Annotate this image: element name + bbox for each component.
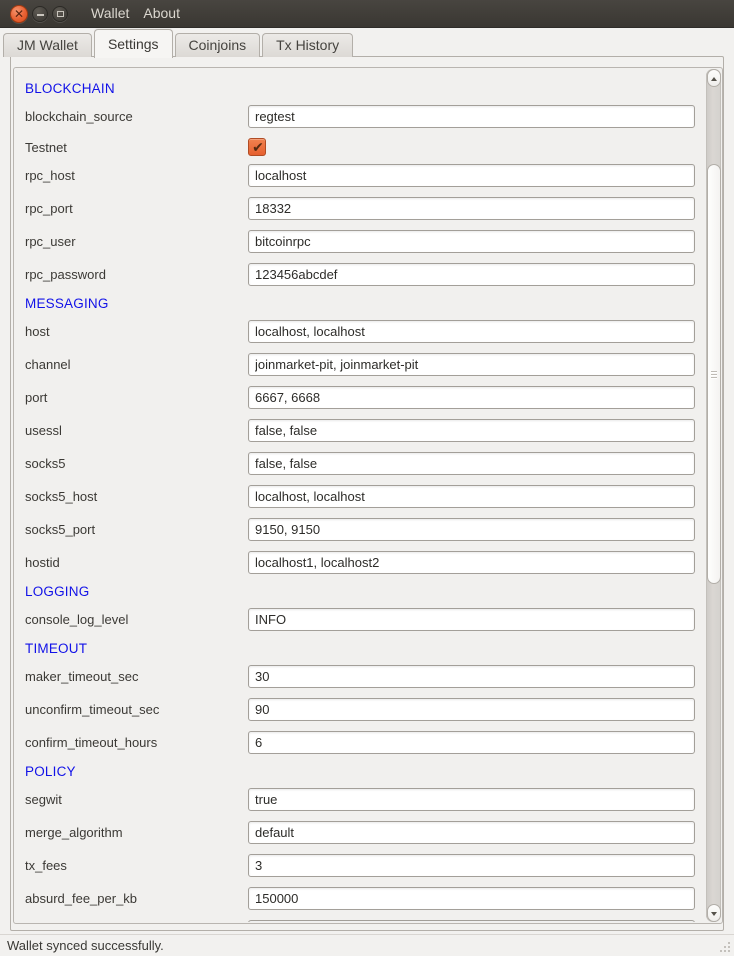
tab-settings[interactable]: Settings bbox=[94, 29, 173, 58]
titlebar bbox=[0, 0, 734, 28]
checkmark-icon: ✔ bbox=[252, 139, 264, 155]
field-input-confirm_timeout_hours[interactable] bbox=[248, 731, 695, 754]
section-heading: BLOCKCHAIN bbox=[25, 81, 115, 96]
settings-row bbox=[25, 518, 695, 541]
field-input-socks5_port[interactable] bbox=[248, 518, 695, 541]
field-input-console_log_level[interactable] bbox=[248, 608, 695, 631]
settings-row bbox=[25, 419, 695, 442]
maximize-button[interactable] bbox=[52, 6, 68, 22]
settings-form bbox=[15, 69, 705, 922]
section-heading: POLICY bbox=[25, 764, 76, 779]
tab-tx-history[interactable]: Tx History bbox=[262, 33, 353, 57]
field-label: socks5 bbox=[25, 456, 66, 471]
section-heading: LOGGING bbox=[25, 584, 90, 599]
field-label: Testnet bbox=[25, 139, 67, 155]
settings-row bbox=[25, 551, 695, 574]
field-label: channel bbox=[25, 357, 71, 372]
testnet-checkbox[interactable] bbox=[248, 138, 266, 156]
status-message: Wallet synced successfully. bbox=[7, 938, 164, 953]
settings-tab-pane bbox=[10, 56, 724, 931]
section-heading: MESSAGING bbox=[25, 296, 109, 311]
settings-row bbox=[25, 485, 695, 508]
settings-row bbox=[25, 197, 695, 220]
field-input-hostid[interactable] bbox=[248, 551, 695, 574]
settings-row bbox=[25, 263, 695, 286]
scroll-up-icon bbox=[711, 77, 717, 81]
field-label: confirm_timeout_hours bbox=[25, 735, 158, 750]
field-input-blockchain_source[interactable] bbox=[248, 105, 695, 128]
field-label: console_log_level bbox=[25, 612, 129, 627]
settings-row bbox=[25, 386, 695, 409]
minimize-icon bbox=[37, 14, 44, 16]
settings-row bbox=[25, 452, 695, 475]
field-label: rpc_user bbox=[25, 234, 76, 249]
field-label: absurd_fee_per_kb bbox=[25, 891, 138, 906]
field-input-rpc_password[interactable] bbox=[248, 263, 695, 286]
settings-row bbox=[25, 105, 695, 128]
settings-row bbox=[25, 230, 695, 253]
settings-row bbox=[25, 164, 695, 187]
field-label: socks5_port bbox=[25, 522, 96, 537]
field-input-host[interactable] bbox=[248, 320, 695, 343]
maximize-icon bbox=[57, 11, 64, 17]
field-input-port[interactable] bbox=[248, 386, 695, 409]
field-input-maker_timeout_sec[interactable] bbox=[248, 665, 695, 688]
settings-row bbox=[25, 887, 695, 910]
scrollbar-thumb[interactable] bbox=[707, 164, 721, 584]
field-input-unconfirm_timeout_sec[interactable] bbox=[248, 698, 695, 721]
field-input-rpc_host[interactable] bbox=[248, 164, 695, 187]
settings-row bbox=[25, 138, 695, 156]
field-label: merge_algorithm bbox=[25, 825, 123, 840]
field-label: maker_timeout_sec bbox=[25, 669, 139, 684]
tab-jm-wallet[interactable]: JM Wallet bbox=[3, 33, 92, 57]
menubar bbox=[84, 0, 187, 27]
field-input-socks5[interactable] bbox=[248, 452, 695, 475]
field-label: port bbox=[25, 390, 48, 405]
close-button[interactable] bbox=[10, 5, 28, 23]
minimize-button[interactable] bbox=[32, 6, 48, 22]
scrollbar-grip-icon bbox=[711, 371, 717, 380]
tab-bar bbox=[0, 28, 734, 57]
vertical-scrollbar[interactable] bbox=[706, 69, 721, 922]
settings-row bbox=[25, 788, 695, 811]
settings-row bbox=[25, 920, 695, 922]
field-input-tx_fees[interactable] bbox=[248, 854, 695, 877]
field-label: host bbox=[25, 324, 50, 339]
field-input-rpc_port[interactable] bbox=[248, 197, 695, 220]
settings-row bbox=[25, 731, 695, 754]
close-icon: ✕ bbox=[14, 6, 25, 21]
settings-row bbox=[25, 665, 695, 688]
field-input-absurd_fee_per_kb[interactable] bbox=[248, 887, 695, 910]
field-input-partial[interactable] bbox=[248, 920, 695, 922]
field-label: blockchain_source bbox=[25, 109, 133, 124]
settings-row bbox=[25, 320, 695, 343]
settings-row bbox=[25, 608, 695, 631]
field-input-segwit[interactable] bbox=[248, 788, 695, 811]
field-input-socks5_host[interactable] bbox=[248, 485, 695, 508]
field-label: segwit bbox=[25, 792, 62, 807]
settings-row bbox=[25, 698, 695, 721]
settings-scroll-area bbox=[13, 67, 723, 924]
menu-item-wallet[interactable]: Wallet bbox=[91, 5, 130, 21]
section-heading: TIMEOUT bbox=[25, 641, 88, 656]
field-label: hostid bbox=[25, 555, 60, 570]
settings-row bbox=[25, 821, 695, 844]
menu-item-about[interactable]: About bbox=[143, 5, 180, 21]
field-label: rpc_port bbox=[25, 201, 73, 216]
field-label: unconfirm_timeout_sec bbox=[25, 702, 160, 717]
field-input-rpc_user[interactable] bbox=[248, 230, 695, 253]
tab-coinjoins[interactable]: Coinjoins bbox=[175, 33, 261, 57]
field-label: rpc_host bbox=[25, 168, 75, 183]
settings-row bbox=[25, 854, 695, 877]
field-label: tx_fees bbox=[25, 858, 67, 873]
scroll-down-icon bbox=[711, 912, 717, 916]
scroll-down-button[interactable] bbox=[707, 904, 721, 922]
field-label: usessl bbox=[25, 423, 62, 438]
field-input-usessl[interactable] bbox=[248, 419, 695, 442]
resize-grip-icon[interactable] bbox=[718, 940, 731, 953]
field-input-channel[interactable] bbox=[248, 353, 695, 376]
field-label: socks5_host bbox=[25, 489, 98, 504]
status-bar bbox=[0, 934, 734, 956]
field-input-merge_algorithm[interactable] bbox=[248, 821, 695, 844]
settings-row bbox=[25, 353, 695, 376]
field-label: rpc_password bbox=[25, 267, 106, 282]
scroll-up-button[interactable] bbox=[707, 69, 721, 87]
